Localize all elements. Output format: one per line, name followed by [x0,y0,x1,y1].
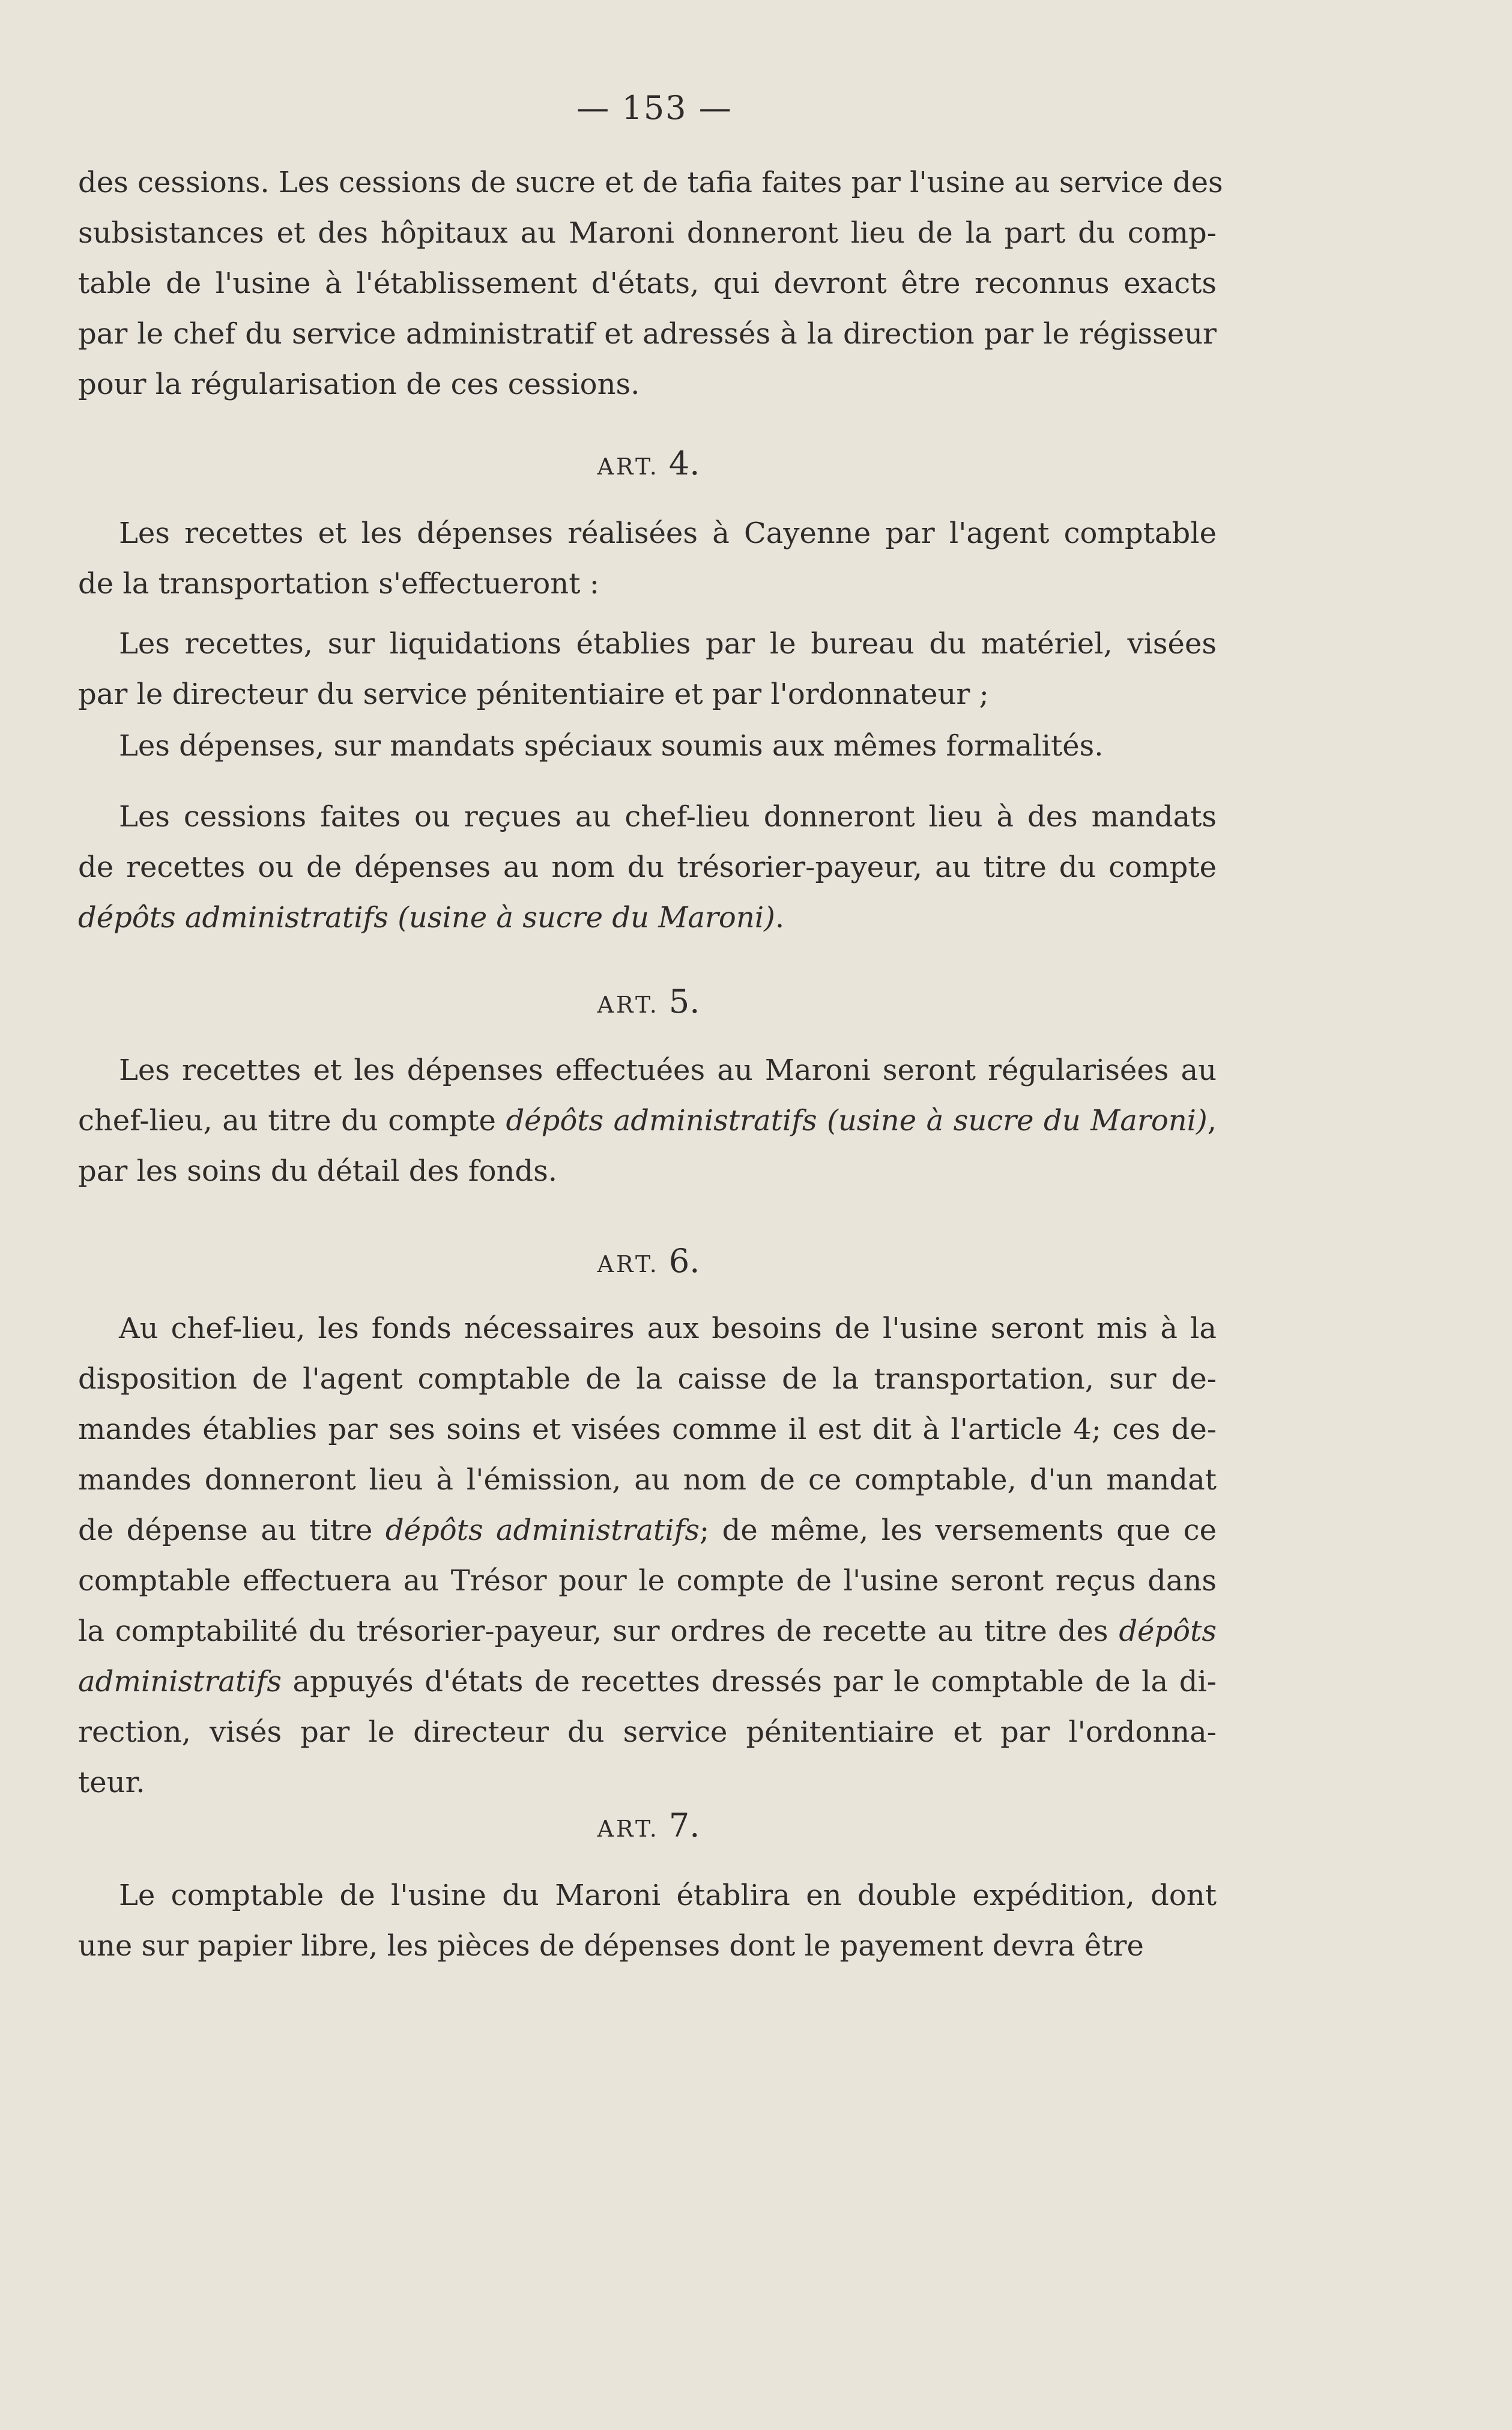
text-line: table de l'usine à l'établissement d'états, qui devront être reconnus exacts [78,267,1217,300]
paragraph [78,157,1223,410]
paragraph [78,619,1217,720]
article-label: ART. [597,1816,669,1842]
text-line: mandes établies par ses soins et visées comme il est dit à l'article 4; ces de- [78,1413,1217,1446]
page-number: — 153 — [576,89,733,127]
text-line: disposition de l'agent comptable de la caisse de la transportation, sur de- [78,1362,1217,1396]
text-line: une sur papier libre, les pièces de dépenses dont le payement devra être [78,1929,1144,1963]
article-number: 6. [668,1242,700,1280]
paragraph [78,1303,1217,1808]
text-line: de dépense au titre dépôts administratifs; de même, les versements que ce [78,1513,1217,1547]
text-line: la comptabilité du trésorier-payeur, sur ordres de recette au titre des dépôts [78,1614,1217,1648]
article-number: 5. [668,983,700,1020]
paragraph [78,1870,1217,1971]
article-label: ART. [597,992,669,1018]
text-line: de recettes ou de dépenses au nom du trésorier-payeur, au titre du compte [78,850,1217,884]
article-number: 7. [668,1807,700,1844]
article-heading [0,983,1297,1020]
article-label: ART. [597,1251,669,1277]
text-line: mandes donneront lieu à l'émission, au nom de ce comptable, d'un mandat [78,1463,1217,1497]
text-line: teur. [78,1766,145,1799]
text-line: de la transportation s'effectueront : [78,567,599,601]
text-line: Les dépenses, sur mandats spéciaux soumis aux mêmes formalités. [119,729,1104,763]
text-line: comptable effectuera au Trésor pour le compte de l'usine seront reçus dans [78,1564,1217,1598]
paragraph [78,508,1217,609]
text-line: par le chef du service administratif et adressés à la direction par le régisseur [78,317,1217,351]
text-line: Les recettes, sur liquidations établies par le bureau du matériel, visées [119,627,1217,661]
text-line: subsistances et des hôpitaux au Maroni donneront lieu de la part du comp- [78,216,1217,250]
article-heading [0,1807,1297,1844]
text-line: des cessions. Les cessions de sucre et de tafia faites par l'usine au service des [78,166,1223,199]
text-line: Les recettes et les dépenses réalisées à Cayenne par l'agent comptable [119,517,1217,550]
text-line: par le directeur du service pénitentiaire et par l'ordonnateur ; [78,677,989,711]
article-label: ART. [597,453,669,480]
text-line: rection, visés par le directeur du service pénitentiaire et par l'ordonna- [78,1715,1217,1749]
text-line: Au chef-lieu, les fonds nécessaires aux besoins de l'usine seront mis à la [119,1312,1217,1345]
text-line: dépôts administratifs (usine à sucre du Maroni). [78,901,785,935]
text-line: par les soins du détail des fonds. [78,1154,557,1188]
text-line: pour la régularisation de ces cessions. [78,368,640,401]
paragraph [78,1045,1217,1196]
text-line: Les cessions faites ou reçues au chef-lieu donneront lieu à des mandats [119,800,1217,834]
article-number: 4. [668,444,700,482]
article-heading [0,1242,1297,1280]
text-line: chef-lieu, au titre du compte dépôts administratifs (usine à sucre du Maroni), [78,1104,1217,1138]
paragraph [78,721,1217,771]
article-heading [0,444,1297,482]
text-line: Le comptable de l'usine du Maroni établira en double expédition, dont [119,1879,1217,1912]
text-line: Les recettes et les dépenses effectuées au Maroni seront régularisées au [119,1053,1217,1087]
paragraph [78,792,1217,943]
text-line: administratifs appuyés d'états de recettes dressés par le comptable de la di- [78,1665,1217,1698]
